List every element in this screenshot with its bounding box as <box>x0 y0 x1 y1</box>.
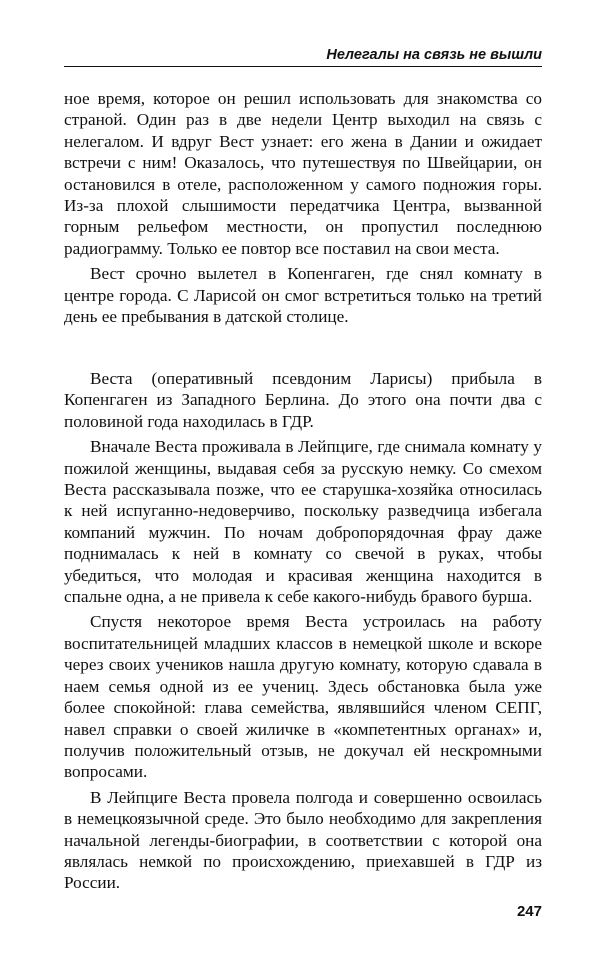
page-number: 247 <box>516 903 542 920</box>
paragraph: Спустя некоторое время Веста устроилась на работу воспитательницей младших классов в немецкой школе и вскоре через своих учеников нашла другую комнату, которую сдавала в наем семья одной из ее учениц. Здесь обстановка была уже более спокойной: глава семейства, являвшийся членом СЕПГ, навел справки о своей жиличке в «компетентных органах» и, получив положительный отзыв, не докучал ей нескромными вопросами. <box>64 612 542 782</box>
text-block-continued <box>64 88 542 327</box>
paragraph: В Лейпциге Веста провела полгода и совершенно освоилась в немецкоязычной среде. Это было необходимо для закрепления начальной легенды-биографии, в соответствии с которой она являлась немкой по происхождению, приехавшей в ГДР из России. <box>64 787 542 893</box>
header-rule <box>64 66 542 67</box>
paragraph-continued: ное время, которое он решил использовать для знакомства со страной. Один раз в две недели Центр выходил на связь с нелегалом. И вдруг Вест узнает: его жена в Дании и ожидает встречи с ним! Оказалось, что путешествуя по Швейцарии, он остановился в отеле, расположенном у самого подножия горы. Из-за плохой слышимости передатчика Центра, вызванной горным рельефом местности, он пропустил последнюю радиограмму. Только ее повтор все поставил на свои места. <box>64 89 542 258</box>
paragraph: Вначале Веста проживала в Лейпциге, где снимала комнату у пожилой женщины, выдавая себя за русскую немку. Со смехом Веста рассказывала позже, что ее старушка-хозяйка относилась к ней испуганно-недоверчиво, поскольку разведчица избегала компаний мужчин. По ночам добропорядочная фрау даже поднималась к ней в комнату со свечой в руках, чтобы убедиться, что молодая и красивая женщина находится в спальне одна, а не привела к себе какого-нибудь бравого бурша. <box>64 437 542 607</box>
paragraph: Веста (оперативный псевдоним Ларисы) прибыла в Копенгаген из Западного Берлина. До этого она почти два с половиной года находилась в ГДР. <box>64 369 542 431</box>
paragraph: Вест срочно вылетел в Копенгаген, где снял комнату в центре города. С Ларисой он смог встретиться только на третий день ее пребывания в датской столице. <box>64 264 542 327</box>
text-block-vesta <box>64 368 542 894</box>
running-title: Нелегалы на связь не вышли <box>326 47 542 63</box>
